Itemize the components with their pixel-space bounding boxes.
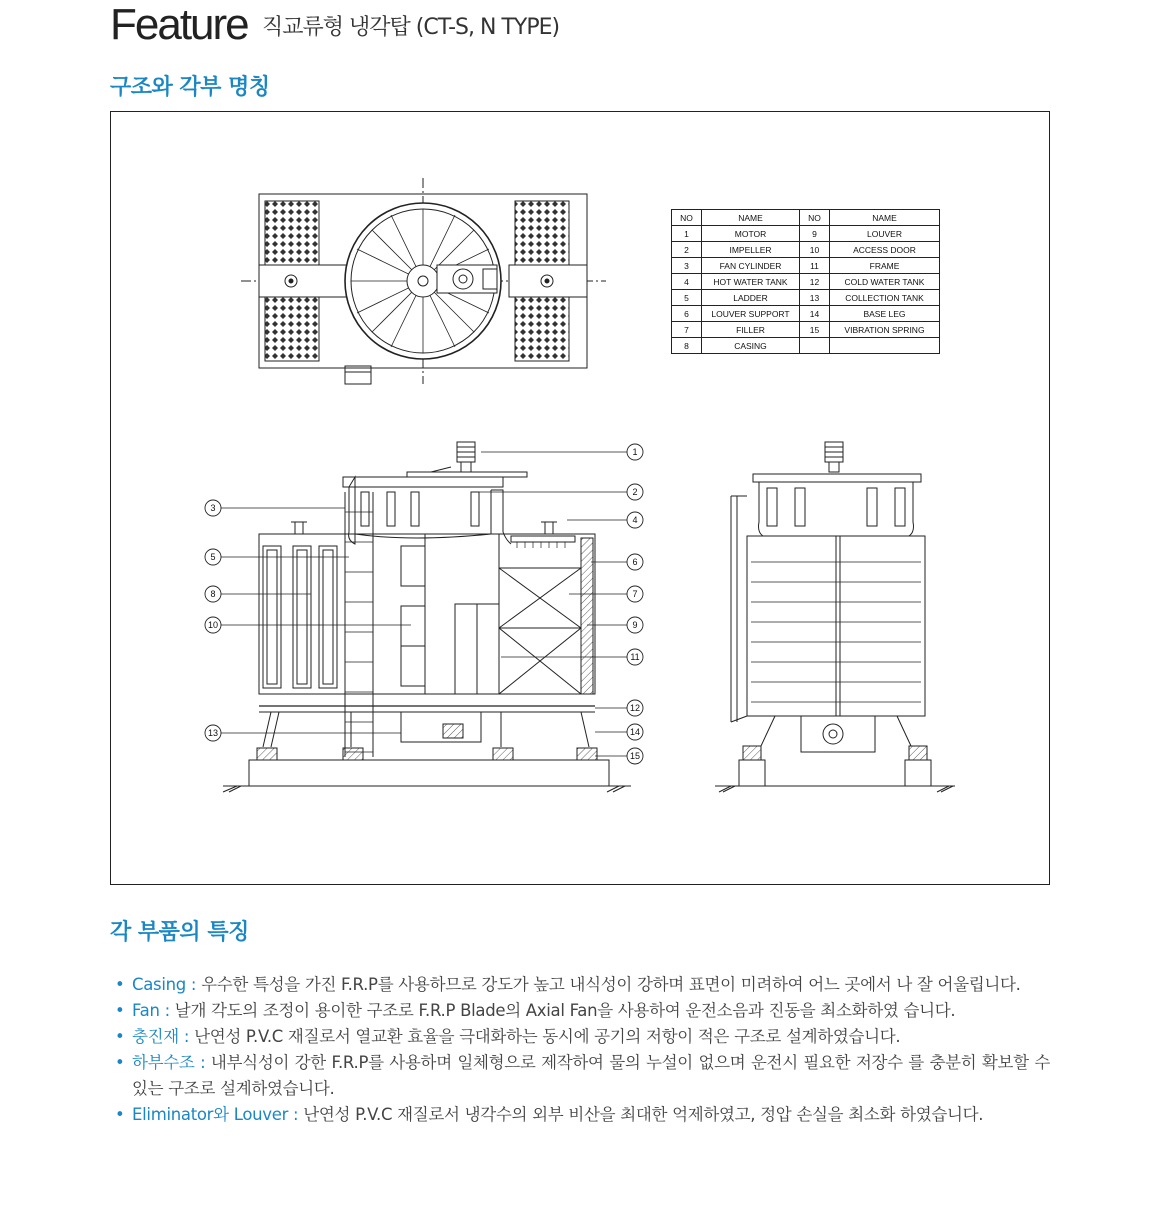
table-cell: MOTOR [702, 226, 800, 242]
table-row [672, 226, 940, 242]
table-cell: 6 [672, 306, 702, 322]
table-cell: 10 [800, 242, 830, 258]
table-cell: LADDER [702, 290, 800, 306]
callout-15: 15 [629, 751, 641, 761]
table-header: NAME [830, 210, 940, 226]
table-row [672, 290, 940, 306]
callout-5: 5 [210, 552, 216, 562]
table-cell: 7 [672, 322, 702, 338]
table-cell [800, 338, 830, 354]
parts-name-table [671, 209, 940, 354]
table-cell: HOT WATER TANK [702, 274, 800, 290]
callout-7: 7 [632, 589, 638, 599]
table-row [672, 274, 940, 290]
table-cell: VIBRATION SPRING [830, 322, 940, 338]
table-cell: LOUVER [830, 226, 940, 242]
table-cell: 9 [800, 226, 830, 242]
list-item [115, 972, 1050, 998]
callout-9: 9 [632, 620, 638, 630]
list-item [115, 998, 1050, 1024]
table-cell: COLD WATER TANK [830, 274, 940, 290]
list-item [115, 1024, 1050, 1050]
table-cell: 14 [800, 306, 830, 322]
callout-14: 14 [629, 727, 641, 737]
front-elevation [223, 442, 631, 792]
callout-13: 13 [207, 728, 219, 738]
bullet: • [115, 1105, 125, 1124]
table-row [672, 322, 940, 338]
list-item [115, 1050, 1050, 1102]
callout-10: 10 [207, 620, 219, 630]
table-cell: BASE LEG [830, 306, 940, 322]
callout-11: 11 [630, 652, 640, 662]
callout-3: 3 [210, 503, 216, 513]
table-cell: 12 [800, 274, 830, 290]
feature-text: 내부식성이 강한 F.R.P를 사용하며 일체형으로 제작하여 물의 누설이 없으며 운전시 필요한 저장수 를 충분히 확보할 수 있는 구조로 설계하였습니다. [132, 1053, 1050, 1098]
table-cell: IMPELLER [702, 242, 800, 258]
table-cell: 15 [800, 322, 830, 338]
table-cell: FILLER [702, 322, 800, 338]
table-cell: 13 [800, 290, 830, 306]
callout-12: 12 [629, 703, 641, 713]
callout-1: 1 [632, 447, 638, 457]
feature-text: 날개 각도의 조정이 용이한 구조로 F.R.P Blade의 Axial Fan을 사용하여 운전소음과 진동을 최소화하였 습니다. [169, 1001, 956, 1020]
bullet: • [115, 1001, 125, 1020]
table-header: NO [800, 210, 830, 226]
feature-text: 난연성 P.V.C 재질로서 열교환 효율을 극대화하는 동시에 공기의 저항이 적은 구조로 설계하였습니다. [189, 1027, 901, 1046]
feature-text: 우수한 특성을 가진 F.R.P를 사용하므로 강도가 높고 내식성이 강하며 표면이 미려하여 어느 곳에서 나 잘 어울립니다. [196, 975, 1021, 994]
feature-term: 하부수조 : [132, 1053, 206, 1072]
page-subtitle: 직교류형 냉각탑 (CT-S, N TYPE) [262, 15, 560, 40]
section-title-features: 각 부품의 특징 [110, 920, 249, 945]
table-header: NAME [702, 210, 800, 226]
callout-8: 8 [210, 589, 216, 599]
feature-term: Casing : [132, 975, 197, 994]
callout-4: 4 [632, 515, 638, 525]
table-cell: CASING [702, 338, 800, 354]
table-cell: 2 [672, 242, 702, 258]
technical-drawing [110, 111, 1050, 885]
feature-term: Eliminator와 Louver : [132, 1105, 299, 1124]
callouts [221, 452, 627, 756]
side-elevation [715, 442, 955, 792]
table-cell: FRAME [830, 258, 940, 274]
list-item [115, 1102, 1050, 1128]
table-cell: COLLECTION TANK [830, 290, 940, 306]
table-cell: 1 [672, 226, 702, 242]
table-cell: LOUVER SUPPORT [702, 306, 800, 322]
table-cell: 8 [672, 338, 702, 354]
table-row [672, 306, 940, 322]
table-cell: 4 [672, 274, 702, 290]
page-title: Feature [110, 0, 248, 49]
bullet: • [115, 975, 125, 994]
bullet: • [115, 1053, 125, 1072]
callout-6: 6 [632, 557, 638, 567]
section-title-structure: 구조와 각부 명칭 [110, 75, 270, 100]
table-cell: 5 [672, 290, 702, 306]
table-row [672, 338, 940, 354]
feature-list [115, 972, 1050, 1128]
table-header-row [672, 210, 940, 226]
table-row [672, 258, 940, 274]
feature-term: Fan : [132, 1001, 170, 1020]
table-row [672, 242, 940, 258]
table-header: NO [672, 210, 702, 226]
table-cell: ACCESS DOOR [830, 242, 940, 258]
bullet: • [115, 1027, 125, 1046]
table-cell [830, 338, 940, 354]
table-cell: 3 [672, 258, 702, 274]
feature-text: 난연성 P.V.C 재질로서 냉각수의 외부 비산을 최대한 억제하였고, 정압 손실을 최소화 하였습니다. [298, 1105, 984, 1124]
feature-term: 충진재 : [132, 1027, 190, 1046]
table-cell: FAN CYLINDER [702, 258, 800, 274]
plan-view [241, 178, 606, 384]
callout-2: 2 [632, 487, 638, 497]
table-cell: 11 [800, 258, 830, 274]
